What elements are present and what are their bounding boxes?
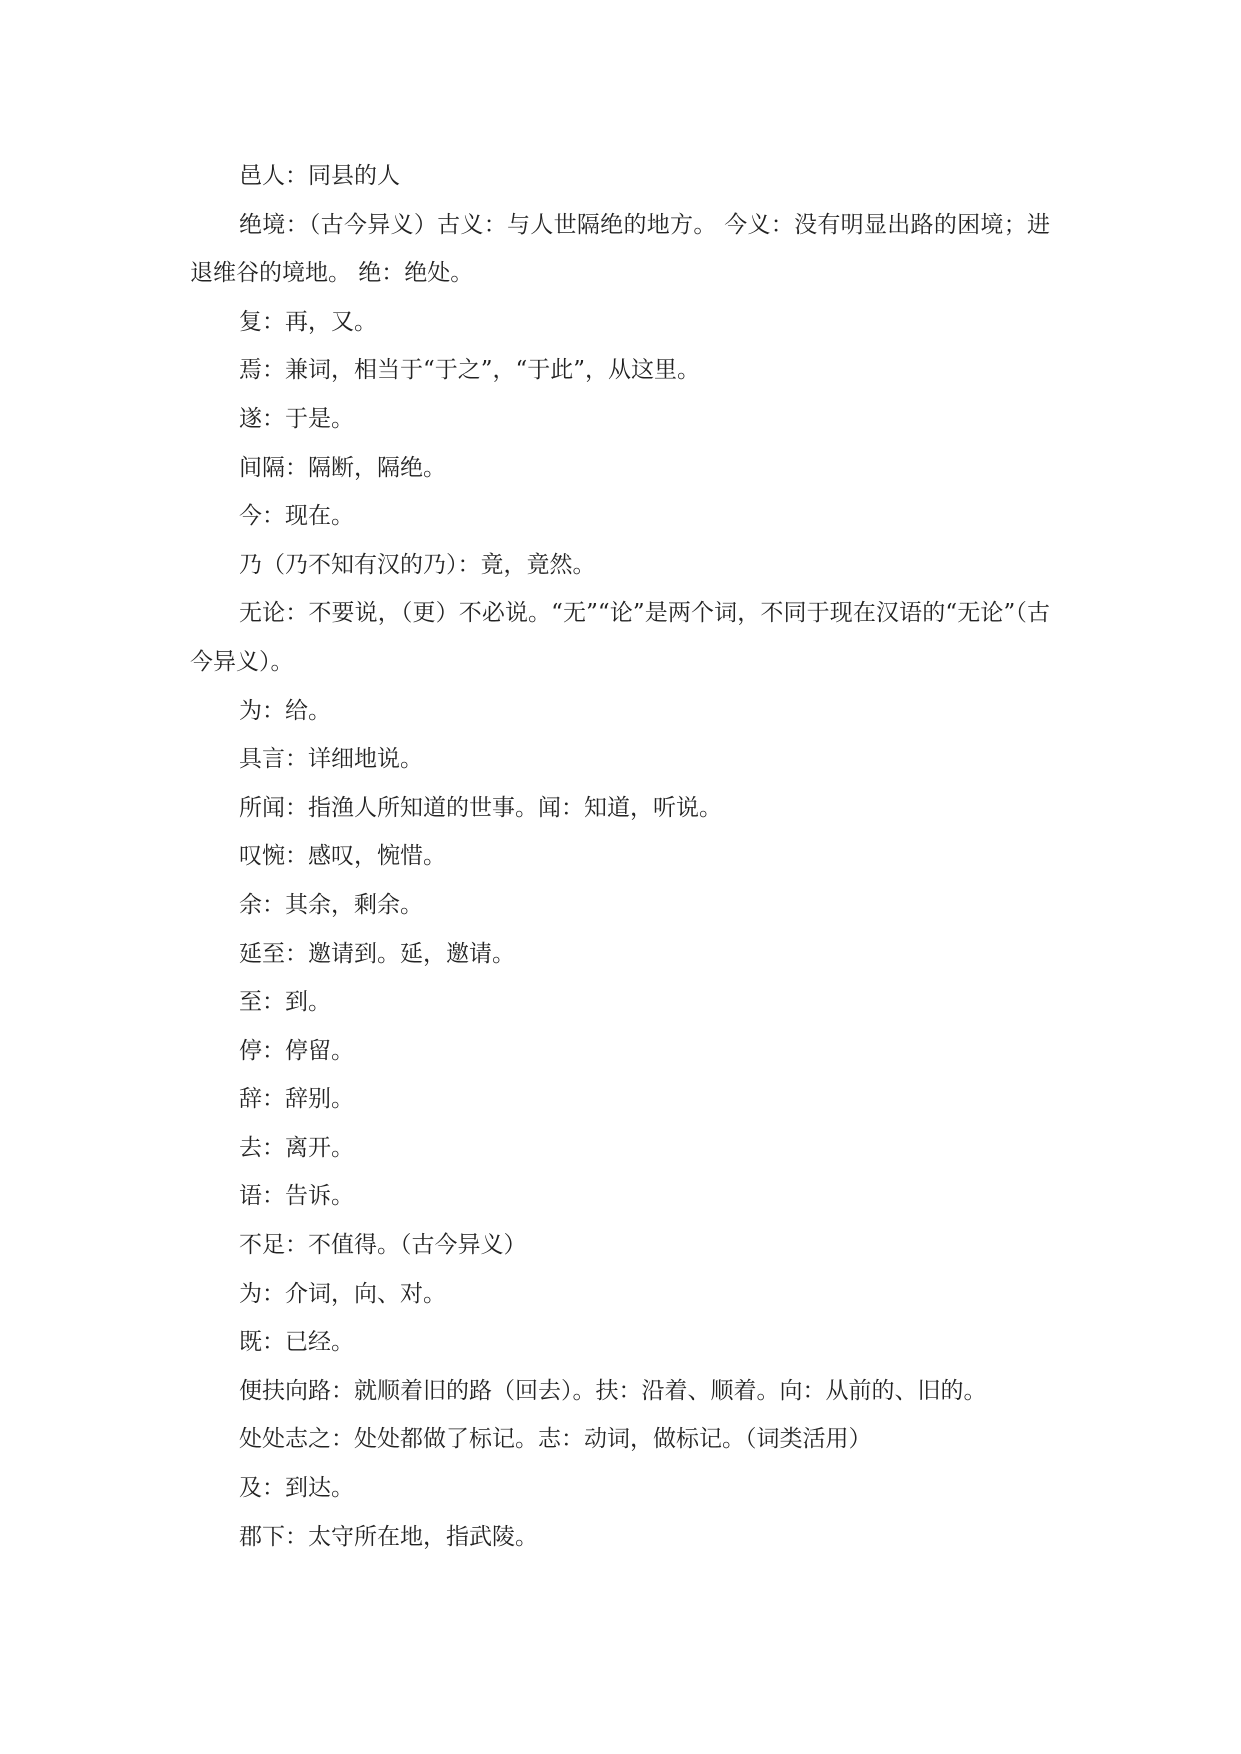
entry-tanwan: 叹惋：感叹，惋惜。: [239, 843, 446, 870]
entry-yu: 余：其余，剩余。: [239, 891, 423, 918]
entry-yiren: 邑人：同县的人: [239, 163, 400, 189]
entry-chuchuzhizhi: 处处志之：处处都做了标记。志：动词，做标记。（词类活用）: [239, 1426, 872, 1453]
entry-bianfuxianglu: 便扶向路：就顺着旧的路（回去）。扶：沿着、顺着。向：从前的、旧的。: [239, 1377, 987, 1404]
document-page: [190, 152, 1050, 1561]
entry-juejing: 绝境：（古今异义）古义：与人世隔绝的地方。 今义：没有明显出路的困境；进退维谷的境地。 绝：绝处。: [190, 211, 1050, 287]
entry-fu: 复：再，又。: [239, 308, 377, 335]
entry-junxia: 郡下：太守所在地，指武陵。: [239, 1523, 538, 1550]
entry-qu: 去：离开。: [239, 1134, 354, 1161]
entry-yan: 焉：兼词，相当于“于之”，“于此”，从这里。: [239, 357, 701, 384]
entry-yu-gaosu: 语：告诉。: [239, 1183, 354, 1210]
entry-jiange: 间隔：隔断，隔绝。: [239, 454, 446, 481]
entry-sui: 遂：于是。: [239, 405, 354, 432]
entry-ting: 停：停留。: [239, 1037, 354, 1064]
entry-wei-gei: 为：给。: [239, 697, 331, 724]
entry-yanzhi: 延至：邀请到。延，邀请。: [239, 940, 515, 967]
entry-wei-xiang: 为：介词，向、对。: [239, 1280, 446, 1307]
entry-jin: 今：现在。: [239, 503, 354, 530]
entry-ji: 既：已经。: [239, 1329, 354, 1356]
entry-wulun: 无论：不要说，（更）不必说。“无”“论”是两个词，不同于现在汉语的“无论”（古今异义）。: [190, 600, 1050, 675]
entry-nai: 乃（乃不知有汉的乃）：竟，竟然。: [239, 551, 596, 578]
entry-buzu: 不足：不值得。（古今异义）: [239, 1232, 527, 1259]
entry-ci: 辞：辞别。: [239, 1086, 354, 1113]
entry-ji-daoda: 及：到达。: [239, 1475, 354, 1502]
entry-suowen: 所闻：指渔人所知道的世事。闻：知道，听说。: [239, 794, 722, 821]
entry-zhi: 至：到。: [239, 989, 331, 1016]
entry-juyan: 具言：详细地说。: [239, 746, 423, 773]
